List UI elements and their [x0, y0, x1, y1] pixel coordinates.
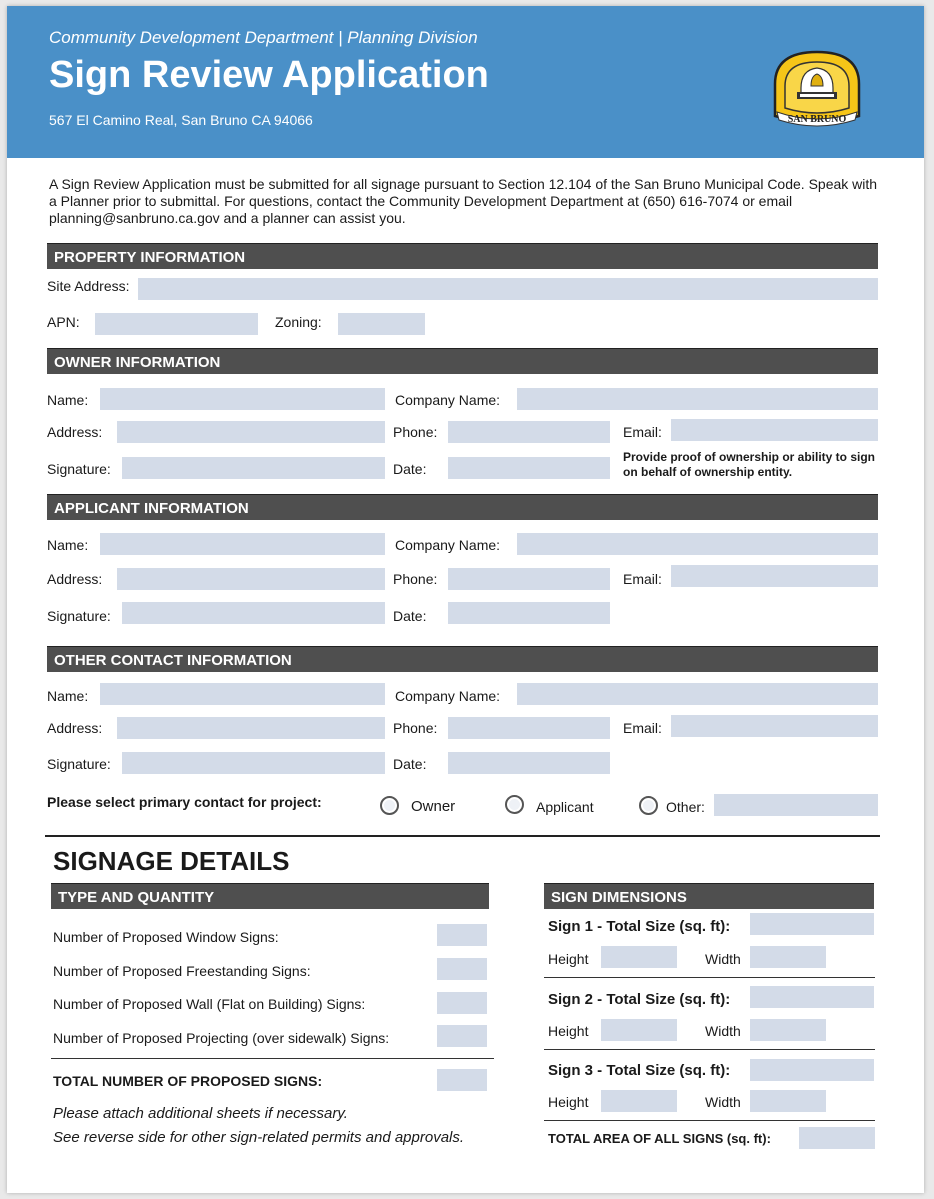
applicant-phone-label: Phone: [393, 571, 438, 587]
sign2-divider [544, 1049, 875, 1050]
applicant-date-label: Date: [393, 608, 427, 624]
sign3-height-field[interactable] [601, 1090, 677, 1112]
sign2-width-field[interactable] [750, 1019, 826, 1041]
applicant-radio-label: Applicant [536, 799, 594, 815]
projecting-signs-field[interactable] [437, 1025, 487, 1047]
sign2-size-field[interactable] [750, 986, 874, 1008]
owner-radio-label: Owner [411, 798, 456, 815]
wall-signs-field[interactable] [437, 992, 487, 1014]
other-date-label: Date: [393, 756, 427, 772]
apn-label: APN: [47, 314, 80, 330]
sign2-height-label: Height [548, 1023, 589, 1039]
other-radio-label: Other: [666, 799, 705, 815]
other-email-field[interactable] [671, 715, 878, 737]
sign3-height-label: Height [548, 1094, 589, 1110]
owner-address-field[interactable] [117, 421, 385, 443]
sign3-size-label: Sign 3 - Total Size (sq. ft): [548, 1062, 731, 1079]
applicant-phone-field[interactable] [448, 568, 610, 590]
other-radio[interactable] [639, 796, 658, 815]
site-address-label: Site Address: [47, 278, 130, 294]
applicant-name-label: Name: [47, 537, 89, 553]
wall-signs-label: Number of Proposed Wall (Flat on Building) Signs: [53, 996, 366, 1012]
applicant-email-label: Email: [623, 571, 662, 587]
owner-date-field[interactable] [448, 457, 610, 479]
sign1-height-field[interactable] [601, 946, 677, 968]
site-address-field[interactable] [138, 278, 878, 300]
section-divider [45, 835, 880, 837]
other-primary-contact-field[interactable] [714, 794, 878, 816]
department-address: 567 El Camino Real, San Bruno CA 94066 [49, 112, 313, 128]
header-banner [7, 6, 924, 158]
owner-phone-field[interactable] [448, 421, 610, 443]
freestanding-signs-label: Number of Proposed Freestanding Signs: [53, 963, 311, 979]
sign1-width-label: Width [705, 951, 741, 967]
other-name-label: Name: [47, 688, 89, 704]
other-signature-label: Signature: [47, 756, 111, 772]
sign2-width-label: Width [705, 1023, 741, 1039]
sign1-width-field[interactable] [750, 946, 826, 968]
owner-email-label: Email: [623, 424, 662, 440]
applicant-name-field[interactable] [100, 533, 385, 555]
ownership-proof-note: Provide proof of ownership or ability to sign on behalf of ownership entity. [623, 450, 876, 479]
owner-company-label: Company Name: [395, 392, 501, 408]
owner-company-field[interactable] [517, 388, 878, 410]
total-area-field[interactable] [799, 1127, 875, 1149]
window-signs-field[interactable] [437, 924, 487, 946]
owner-radio[interactable] [380, 796, 399, 815]
other-phone-label: Phone: [393, 720, 438, 736]
applicant-company-field[interactable] [517, 533, 878, 555]
zoning-label: Zoning: [275, 314, 322, 330]
total-signs-label: TOTAL NUMBER OF PROPOSED SIGNS: [53, 1073, 323, 1089]
owner-signature-label: Signature: [47, 461, 111, 477]
type-quantity-heading: TYPE AND QUANTITY [51, 883, 489, 909]
owner-name-label: Name: [47, 392, 89, 408]
sign2-height-field[interactable] [601, 1019, 677, 1041]
department-name: Community Development Department | Planning Division [49, 28, 478, 47]
other-address-field[interactable] [117, 717, 385, 739]
sign3-width-label: Width [705, 1094, 741, 1110]
other-signature-field[interactable] [122, 752, 385, 774]
sign1-size-label: Sign 1 - Total Size (sq. ft): [548, 918, 731, 935]
owner-name-field[interactable] [100, 388, 385, 410]
sign3-divider [544, 1120, 875, 1121]
other-company-field[interactable] [517, 683, 878, 705]
applicant-email-field[interactable] [671, 565, 878, 587]
freestanding-signs-field[interactable] [437, 958, 487, 980]
sign3-width-field[interactable] [750, 1090, 826, 1112]
owner-signature-field[interactable] [122, 457, 385, 479]
applicant-signature-label: Signature: [47, 608, 111, 624]
zoning-field[interactable] [338, 313, 425, 335]
projecting-signs-label: Number of Proposed Projecting (over sidewalk) Signs: [53, 1030, 390, 1046]
owner-section-heading: OWNER INFORMATION [47, 348, 878, 374]
form-page [7, 6, 924, 1193]
sign1-size-field[interactable] [750, 913, 874, 935]
property-section-heading: PROPERTY INFORMATION [47, 243, 878, 269]
attach-sheets-note: Please attach additional sheets if necessary. [53, 1105, 348, 1122]
applicant-signature-field[interactable] [122, 602, 385, 624]
totals-divider [51, 1058, 494, 1059]
seal-lettering: SAN BRUNO [787, 114, 847, 125]
applicant-radio[interactable] [505, 795, 524, 814]
owner-phone-label: Phone: [393, 424, 438, 440]
intro-text: A Sign Review Application must be submitted for all signage pursuant to Section 12.104 of the San Bruno Municipal Code. Speak with a Planner prior to submittal. For questions, contact the Community Development Department at (650) 616-7074 or email planning@sanbruno.ca.gov and a planner can assist you. [49, 176, 878, 226]
other-phone-field[interactable] [448, 717, 610, 739]
other-email-label: Email: [623, 720, 662, 736]
other-name-field[interactable] [100, 683, 385, 705]
apn-field[interactable] [95, 313, 258, 335]
reverse-side-note: See reverse side for other sign-related permits and approvals. [53, 1129, 465, 1146]
applicant-section-heading: APPLICANT INFORMATION [47, 494, 878, 520]
sign1-divider [544, 977, 875, 978]
applicant-address-label: Address: [47, 571, 103, 587]
applicant-company-label: Company Name: [395, 537, 501, 553]
page-title: Sign Review Application [49, 54, 489, 96]
other-contact-section-heading: OTHER CONTACT INFORMATION [47, 646, 878, 672]
window-signs-label: Number of Proposed Window Signs: [53, 929, 279, 945]
sign-dimensions-heading: SIGN DIMENSIONS [544, 883, 874, 909]
total-signs-field[interactable] [437, 1069, 487, 1091]
other-address-label: Address: [47, 720, 103, 736]
total-area-label: TOTAL AREA OF ALL SIGNS (sq. ft): [548, 1131, 771, 1146]
owner-email-field[interactable] [671, 419, 878, 441]
city-seal-icon [767, 46, 867, 128]
sign1-height-label: Height [548, 951, 589, 967]
sign2-size-label: Sign 2 - Total Size (sq. ft): [548, 991, 731, 1008]
other-company-label: Company Name: [395, 688, 501, 704]
owner-address-label: Address: [47, 424, 103, 440]
applicant-address-field[interactable] [117, 568, 385, 590]
owner-date-label: Date: [393, 461, 427, 477]
sign3-size-field[interactable] [750, 1059, 874, 1081]
other-date-field[interactable] [448, 752, 610, 774]
primary-contact-prompt: Please select primary contact for project: [47, 794, 322, 810]
applicant-date-field[interactable] [448, 602, 610, 624]
signage-details-title: SIGNAGE DETAILS [53, 846, 290, 876]
